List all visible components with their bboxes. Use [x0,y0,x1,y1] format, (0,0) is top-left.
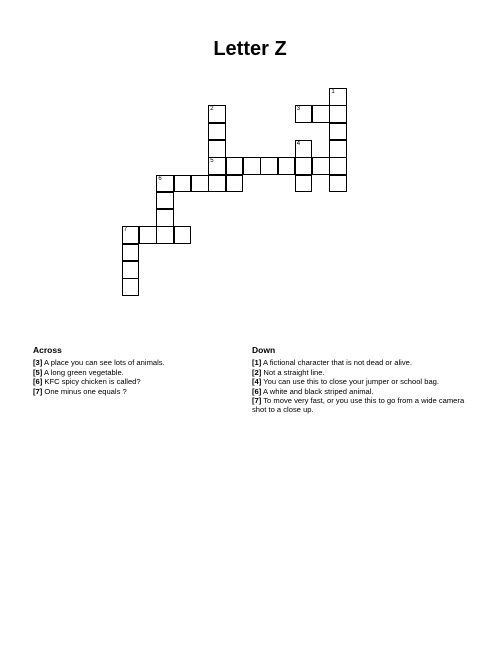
down-clues [252,346,467,415]
clue-number-label: 2 [210,106,214,113]
across-clue [33,377,233,386]
clue-number-label: 5 [210,158,214,165]
puzzle-title: Letter Z [213,38,287,60]
grid-cell[interactable] [226,175,244,193]
clue-number: [6] [33,377,43,387]
grid-cell[interactable] [329,140,347,158]
grid-cell[interactable] [278,157,296,175]
clue-number-label: 3 [296,106,301,113]
grid-cell[interactable] [122,226,140,244]
clue-text: A place you can see lots of animals. [43,358,165,368]
grid-cell[interactable] [156,175,174,193]
grid-cell[interactable] [329,105,347,123]
grid-cell[interactable] [156,209,174,227]
across-clue [33,368,233,377]
grid-cell[interactable] [226,157,244,175]
grid-cell[interactable] [208,140,226,158]
grid-cell[interactable] [260,157,278,175]
down-clue-list [252,358,467,414]
grid-cell[interactable] [295,157,313,175]
grid-cell[interactable] [122,244,140,262]
clue-text: One minus one equals ? [44,386,127,396]
down-clue [252,368,467,377]
clue-text: A fictional character that is not dead or alive. [262,358,412,368]
clue-text: A long green vegetable. [43,367,124,377]
grid-cell[interactable] [295,140,313,158]
grid-cell[interactable] [312,157,330,175]
grid-cell[interactable] [329,175,347,193]
grid-cell[interactable] [329,88,347,106]
clue-text: To move very fast, or you use this to go from a wide camera shot to a close up. [252,396,465,415]
grid-cell[interactable] [208,105,226,123]
clue-number-label: 4 [296,140,301,147]
clue-text: A white and black striped animal. [262,386,374,396]
grid-cell[interactable] [174,226,192,244]
clue-number: [3] [33,358,43,368]
clue-text: KFC spicy chicken is called? [44,377,141,387]
grid-cell[interactable] [243,157,261,175]
clue-number-label: 6 [158,175,162,182]
across-clue [33,387,233,396]
grid-cell[interactable] [156,192,174,210]
grid-cell[interactable] [208,157,226,175]
across-clue-list [33,358,233,396]
clue-text: Not a straight line. [263,367,325,377]
grid-cell[interactable] [329,157,347,175]
across-heading: Across [33,345,62,355]
clue-number: [5] [33,367,43,377]
grid-cell[interactable] [122,278,140,296]
grid-cell[interactable] [139,226,157,244]
grid-cell[interactable] [156,226,174,244]
grid-cell[interactable] [208,123,226,141]
across-clue [33,358,233,367]
grid-cell[interactable] [122,261,140,279]
clue-number: [6] [252,386,262,396]
grid-cell[interactable] [208,175,226,193]
clue-number: [1] [252,358,262,368]
down-heading: Down [252,345,276,355]
down-clue [252,358,467,367]
grid-cell[interactable] [174,175,192,193]
grid-cell[interactable] [191,175,209,193]
clue-number: [7] [33,386,43,396]
grid-cell[interactable] [312,105,330,123]
clue-number: [2] [252,367,262,377]
down-clue [252,396,467,415]
down-clue [252,387,467,396]
clue-number-label: 7 [123,227,128,234]
clue-number: [7] [252,396,262,406]
clue-text: You can use this to close your jumper or school bag. [263,377,440,387]
down-clue [252,377,467,386]
across-clues [33,346,233,396]
clue-number: [4] [252,377,262,387]
grid-cell[interactable] [295,105,313,123]
grid-cell[interactable] [295,175,313,193]
clue-number-label: 1 [331,89,335,95]
grid-cell[interactable] [329,123,347,141]
